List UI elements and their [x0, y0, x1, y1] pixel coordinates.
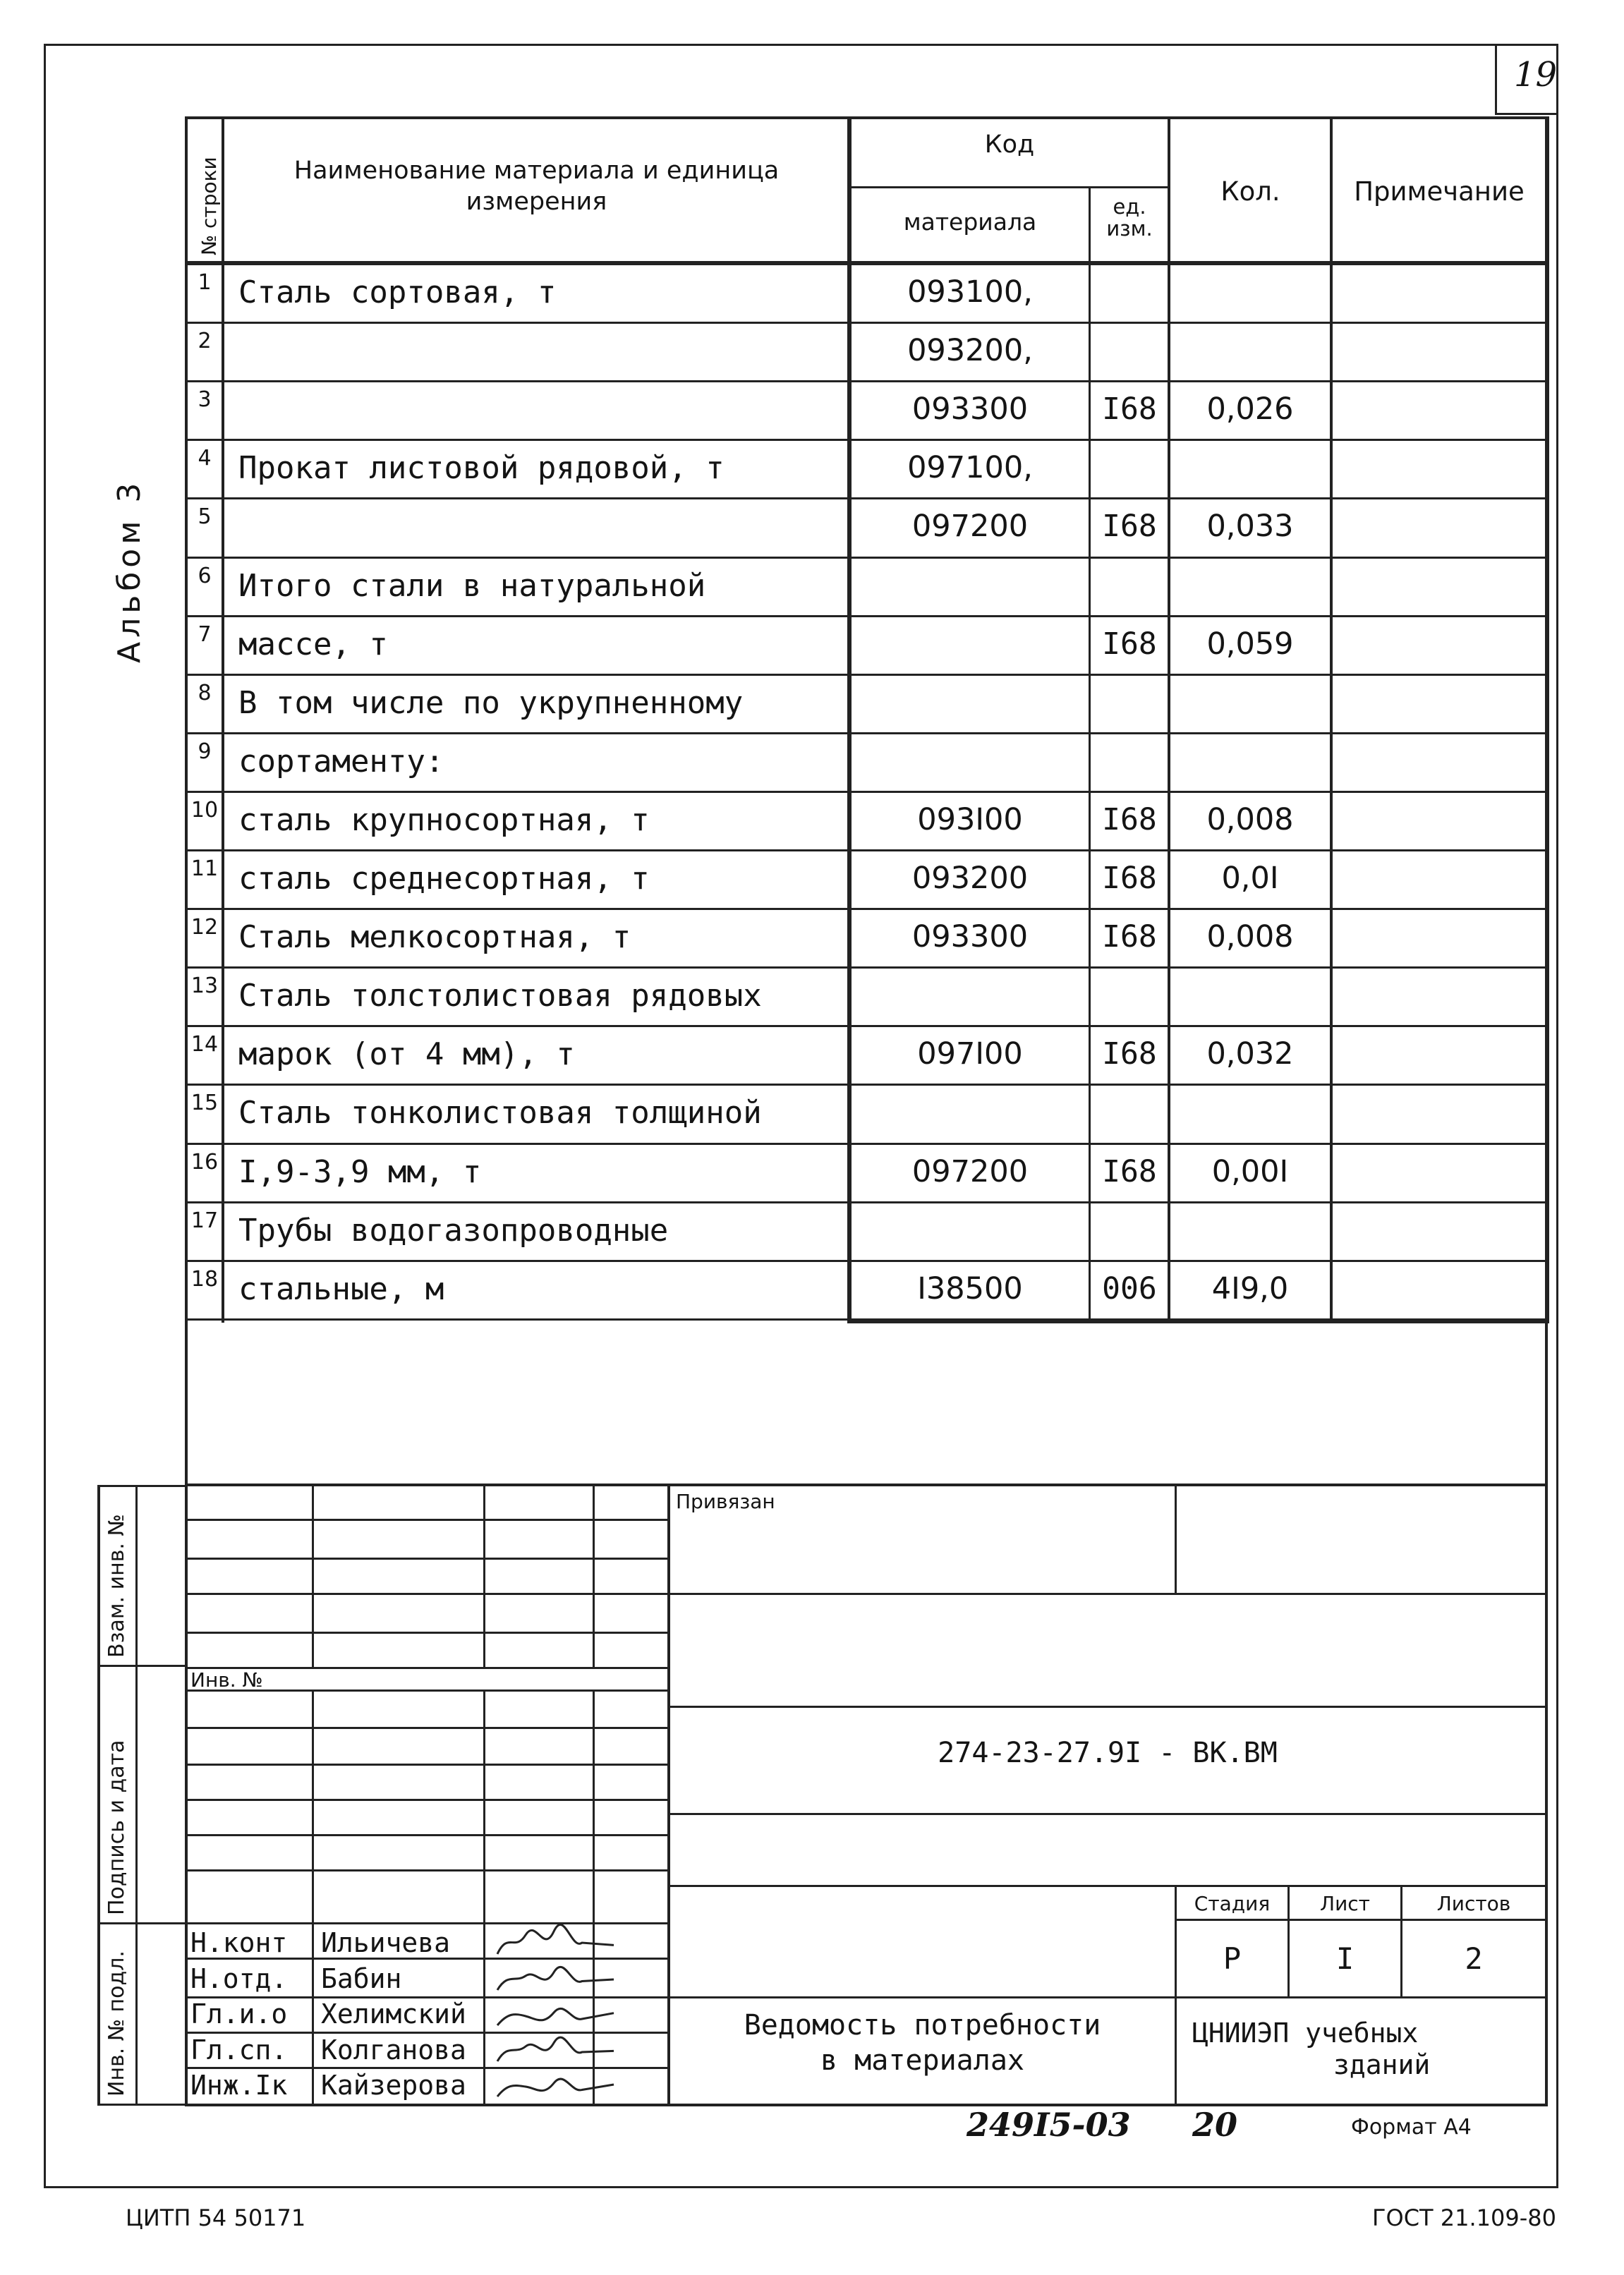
row-number: 12 — [190, 915, 219, 940]
row-unit: I68 — [1102, 1036, 1157, 1072]
row-number: 13 — [190, 973, 219, 998]
code-subheader-line — [850, 186, 1169, 188]
row-number: 4 — [198, 446, 212, 471]
stamp-vert-privyazan — [1175, 1484, 1177, 1593]
header-qty: Кол. — [1220, 176, 1280, 207]
row-name: I,9-3,9 мм, т — [238, 1154, 482, 1190]
row-separator — [185, 732, 1548, 734]
side-stamp-div2 — [97, 1922, 186, 1924]
header-unit: ед. изм. — [1106, 195, 1153, 241]
row-qty: 0,008 — [1206, 802, 1294, 837]
row-separator — [185, 1025, 1548, 1027]
footer-format: Формат А4 — [1351, 2115, 1472, 2140]
row-qty: 0,026 — [1206, 392, 1294, 427]
row-unit: 006 — [1102, 1271, 1157, 1306]
row-qty: 4I9,0 — [1211, 1271, 1289, 1306]
row-unit: I68 — [1102, 1154, 1157, 1189]
row-unit: I68 — [1102, 626, 1157, 662]
row-name: В том числе по укрупненному — [238, 685, 744, 721]
row-unit: I68 — [1102, 919, 1157, 954]
header-material: материала — [903, 208, 1037, 236]
stamp-grid-line — [185, 1834, 669, 1836]
corner-box-left — [1495, 44, 1497, 114]
stamp-line-designation-top — [670, 1706, 1548, 1708]
stamp-stage: Р — [1223, 1941, 1242, 1976]
row-number: 1 — [198, 270, 212, 295]
row-code: 093300 — [911, 392, 1029, 427]
table-bottom-border — [847, 1319, 1549, 1323]
unit-col-line — [1168, 116, 1170, 1323]
header-row-no: № строки — [198, 157, 221, 255]
row-separator — [185, 674, 1548, 676]
table-left-border — [185, 116, 188, 1323]
table-right-border — [1545, 116, 1549, 1323]
row-number: 16 — [190, 1150, 219, 1175]
qty-col-line — [1330, 116, 1333, 1323]
row-separator — [185, 1143, 1548, 1145]
row-qty: 0,00I — [1211, 1154, 1289, 1189]
row-separator — [185, 908, 1548, 910]
grid-vert-1a — [312, 1484, 314, 1667]
header-code: Код — [984, 131, 1035, 159]
stamp-org-line1: ЦНИИЭП учебных — [1192, 2018, 1419, 2049]
row-number: 5 — [198, 504, 212, 529]
row-number: 15 — [190, 1091, 219, 1115]
row-unit: I68 — [1102, 861, 1157, 896]
corner-box-bottom — [1495, 113, 1558, 115]
row-code: 093I00 — [917, 802, 1023, 837]
stamp-top-line — [185, 1484, 1548, 1486]
handwritten-signature — [494, 1997, 621, 2032]
row-name: Трубы водогазопроводные — [238, 1213, 669, 1249]
stamp-grid-line — [185, 1593, 669, 1595]
row-number: 10 — [190, 798, 219, 823]
row-code: 097200 — [911, 509, 1029, 544]
stamp-inv-no: Инв. № — [190, 1668, 263, 1692]
row-separator — [185, 615, 1548, 617]
stamp-vert-stage — [1175, 1885, 1177, 2105]
stamp-left-border — [185, 1323, 188, 2106]
footer-copy-no: 20 — [1192, 2106, 1238, 2144]
row-number: 9 — [198, 739, 212, 764]
stamp-line-title-top — [670, 1996, 1548, 1998]
row-qty: 0,032 — [1206, 1036, 1294, 1072]
row-code: 093200, — [907, 333, 1033, 368]
album-label: Альбом 3 — [111, 478, 147, 663]
grid-vert-1b — [312, 1689, 314, 2106]
row-code: 097200 — [911, 1154, 1029, 1189]
row-number: 11 — [190, 856, 219, 881]
stamp-stage-label: Стадия — [1194, 1892, 1271, 1915]
stamp-grid-line — [185, 1922, 669, 1924]
side-label-podpis: Подпись и дата — [104, 1740, 129, 1915]
row-code: 093300 — [911, 919, 1029, 954]
row-number: 7 — [198, 622, 212, 647]
rowno-col-line — [222, 116, 224, 1323]
stamp-grid-line — [185, 1519, 669, 1521]
table-top-border — [185, 116, 1548, 119]
stamp-grid-line — [185, 1727, 669, 1729]
stamp-sheet-label: Лист — [1320, 1892, 1370, 1915]
stamp-grid-line — [185, 1764, 669, 1766]
handwritten-signature — [494, 1962, 621, 1997]
row-name: сталь крупносортная, т — [238, 802, 650, 838]
row-qty: 0,0I — [1221, 861, 1279, 896]
footer-left-code: ЦИТП 54 50171 — [126, 2204, 306, 2231]
row-name: сталь среднесортная, т — [238, 861, 650, 897]
row-name: сортаменту: — [238, 744, 444, 779]
row-code: I38500 — [917, 1271, 1023, 1306]
row-name: Прокат листовой рядовой, т — [238, 450, 725, 486]
signature-role: Н.конт — [190, 1927, 288, 1958]
stamp-right-border — [1545, 1323, 1548, 2106]
signature-name: Ильичева — [321, 1927, 451, 1958]
row-separator — [185, 966, 1548, 969]
side-stamp-left — [97, 1485, 100, 2106]
row-unit: I68 — [1102, 802, 1157, 837]
stamp-title-line1: Ведомость потребности — [744, 2009, 1101, 2042]
row-code: 093100, — [907, 274, 1033, 310]
row-name: Итого стали в натуральной — [238, 568, 706, 604]
stamp-title-line2: в материалах — [820, 2044, 1024, 2077]
stamp-designation: 274-23-27.9I - ВК.ВМ — [938, 1737, 1278, 1769]
stamp-sheets: 2 — [1465, 1941, 1483, 1976]
row-separator — [185, 791, 1548, 793]
row-separator — [185, 1084, 1548, 1086]
row-separator — [185, 557, 1548, 559]
header-bottom-border — [185, 261, 1548, 265]
signature-name: Кайзерова — [321, 2070, 466, 2101]
side-stamp-mid — [135, 1485, 138, 2106]
row-name: стальные, м — [238, 1271, 444, 1307]
footer-order-no: 249I5-03 — [966, 2106, 1131, 2144]
stamp-grid-line — [185, 1869, 669, 1871]
handwritten-signature — [494, 2033, 621, 2068]
handwritten-signature — [494, 1926, 621, 1961]
handwritten-signature — [494, 2068, 621, 2104]
row-separator — [185, 322, 1548, 324]
stamp-line-stage-labels — [1175, 1919, 1548, 1921]
row-separator — [185, 380, 1548, 382]
row-number: 17 — [190, 1208, 219, 1233]
row-code: 093200 — [911, 861, 1029, 896]
signature-role: Гл.и.о — [190, 1998, 288, 2030]
signature-name: Бабин — [321, 1963, 402, 1994]
row-name: массе, т — [238, 626, 388, 662]
stamp-org-line2: зданий — [1333, 2049, 1431, 2080]
row-name: Сталь сортовая, т — [238, 274, 557, 310]
side-stamp-div1 — [97, 1665, 186, 1667]
footer-gost: ГОСТ 21.109-80 — [1372, 2204, 1556, 2231]
row-number: 6 — [198, 564, 212, 588]
stamp-line-privyazan — [670, 1593, 1548, 1595]
sheet-corner-number: 19 — [1514, 55, 1558, 95]
stamp-grid-line — [185, 1558, 669, 1560]
grid-vert-3a — [593, 1484, 595, 1667]
row-separator — [185, 1201, 1548, 1203]
row-number: 2 — [198, 329, 212, 353]
header-note: Примечание — [1354, 176, 1525, 207]
row-qty: 0,059 — [1206, 626, 1294, 662]
side-stamp-top — [97, 1485, 186, 1487]
row-separator — [185, 849, 1548, 851]
row-number: 3 — [198, 387, 212, 412]
signature-role: Н.отд. — [190, 1963, 288, 1994]
row-name: Сталь толстолистовая рядовых — [238, 978, 762, 1014]
stamp-sheets-label: Листов — [1436, 1892, 1511, 1915]
signature-role: Гл.сп. — [190, 2034, 288, 2065]
header-name: Наименование материала и единица измерения — [293, 157, 780, 216]
row-unit: I68 — [1102, 509, 1157, 544]
row-separator — [185, 439, 1548, 441]
row-number: 8 — [198, 681, 212, 705]
side-stamp-bottom — [97, 2104, 186, 2106]
row-code: 097100, — [907, 450, 1033, 485]
row-name: Сталь мелкосортная, т — [238, 919, 631, 955]
stamp-bottom-line — [185, 2104, 1548, 2106]
row-number: 18 — [190, 1267, 219, 1292]
row-qty: 0,008 — [1206, 919, 1294, 954]
row-separator — [185, 1260, 1548, 1262]
stamp-privyazan: Привязан — [676, 1490, 775, 1513]
row-name: марок (от 4 мм), т — [238, 1036, 575, 1072]
signature-role: Инж.Iк — [190, 2070, 288, 2101]
row-qty: 0,033 — [1206, 509, 1294, 544]
row-separator — [185, 497, 1548, 499]
stamp-sheet: I — [1335, 1941, 1355, 1976]
grid-vert-2b — [483, 1689, 485, 2106]
row-code: 097I00 — [917, 1036, 1023, 1072]
row-unit: I68 — [1102, 392, 1157, 427]
stamp-line-designation-bottom — [670, 1813, 1548, 1815]
signature-name: Колганова — [321, 2034, 466, 2065]
side-label-vzam: Взам. инв. № — [104, 1514, 129, 1658]
side-label-inv-podl: Инв. № подл. — [104, 1951, 129, 2097]
grid-vert-2a — [483, 1484, 485, 1667]
stamp-grid-line — [185, 1632, 669, 1634]
row-number: 14 — [190, 1032, 219, 1057]
row-name: Сталь тонколистовая толщиной — [238, 1095, 762, 1131]
signature-name: Хелимский — [321, 1998, 466, 2030]
stamp-grid-line — [185, 1799, 669, 1801]
stamp-line-stage-top — [670, 1885, 1548, 1887]
